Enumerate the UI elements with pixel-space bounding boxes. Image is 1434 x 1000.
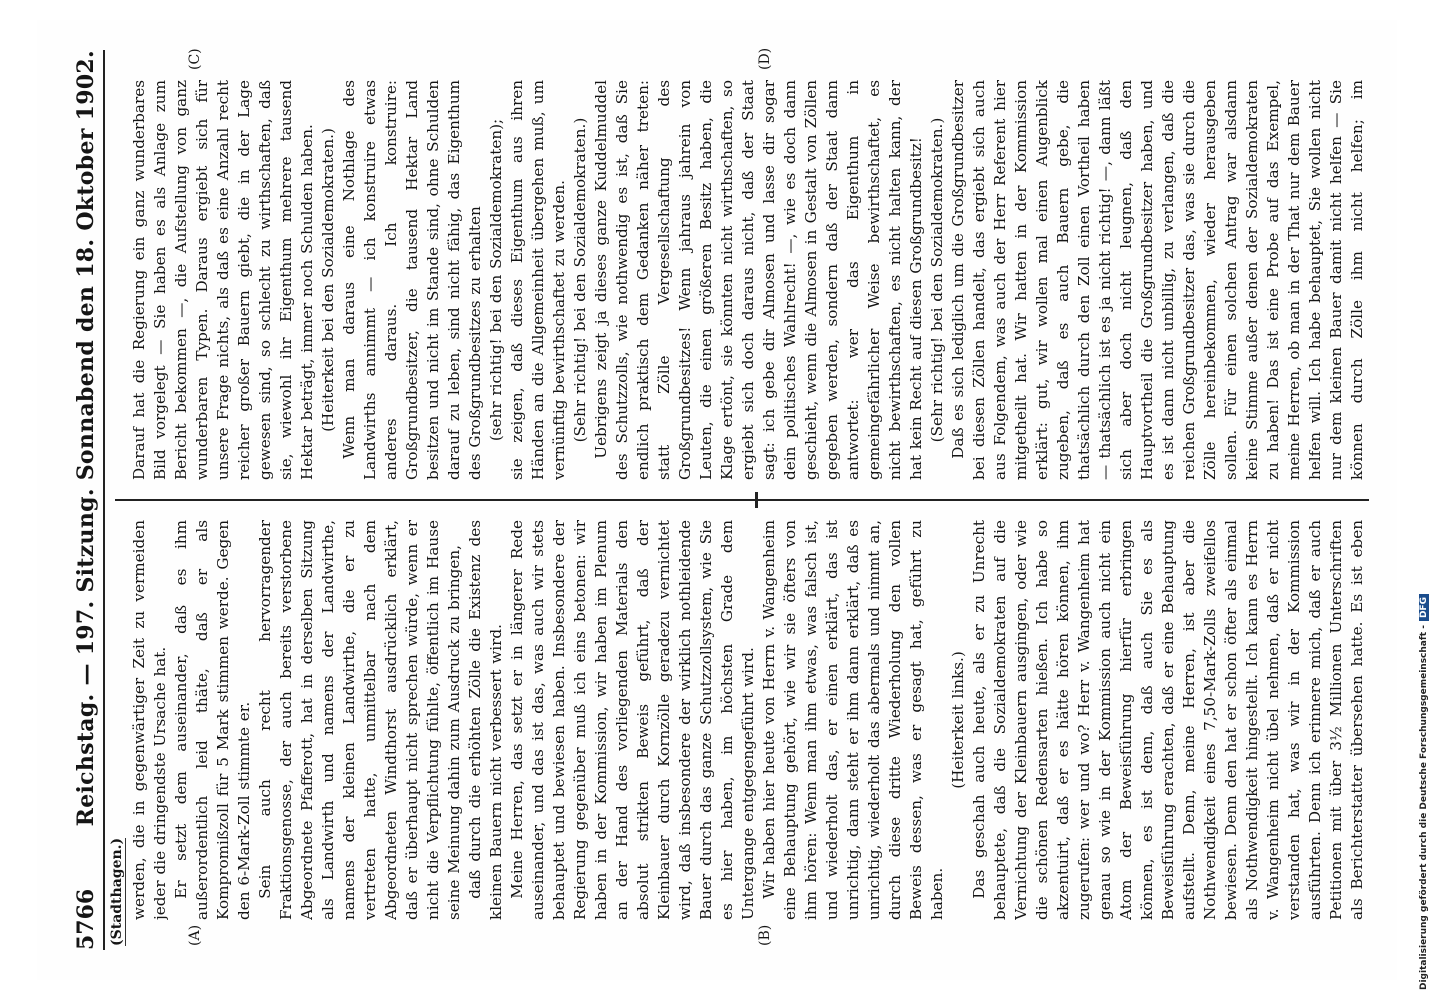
- paragraph: Das geschah auch heute, als er zu Unrecht behauptete, daß die Sozialdemokraten auf die Vernichtung der Kleinbauern ausgingen, oder wie die schönen Redensarten hießen. Ich habe so akzentuirt, daß er es hätte hören können, ihm zugerufen: wer und wo? Herr v. Wangenheim hat genau so wie in der Kommission auch nicht ein Atom der Beweisführung hierfür erbringen können, es ist denn, daß auch Sie es als Beweisführung erachten, daß er eine Behauptung aufstellt. Denn, meine Herren, ist aber die Nothwendigkeit eines 7,50-Mark-Zolls zweifellos bewiesen. Denn den hat er schon öfter als einmal als Nothwendigkeit hingestellt. Ich kann es Herrn v. Wangenheim nicht übel nehmen, daß er nicht verstanden hat, was wir in der Kommission ausführten. Denn ich erinnere mich, daß er auch Petitionen mit über 3½ Millionen Unterschriften als Berichterstatter übersehen hatte. Es ist eben: [970, 520, 1366, 920]
- interjection: (sehr richtig! bei den Sozialdemokraten);: [487, 118, 505, 442]
- paragraph: Daß es sich lediglich um die Großgrundbesitzer bei diesen Zöllen handelt, das ergiebt sich auch aus Folgendem, was auch der Herr Referent hier mitgetheilt hat. Wir hatten in der Kommission erklärt: gut, wir wollen mal einen Augenblick zugeben, daß es auch Bauern gebe, die thatsächlich durch den Zoll einen Vortheil haben — thatsächlich ist es ja nicht richtig! —, dann läßt sich aber doch nicht leugnen, daß den Hauptvortheil die Großgrundbesitzer haben, und es ist dann nicht unbillig, zu verlangen, daß die reichen Großgrundbesitzer das, was sie durch die Zölle hereinbekommen, wieder herausgeben sollen. Für einen solchen Antrag war alsdann keine Stimme außer denen der Sozialdemokraten zu haben! Das ist eine Probe auf das Exempel, meine Herren, ob man in der That nur dem Bauer helfen will. Ich habe behauptet, Sie wollen nicht nur dem kleinen Bauer damit nicht helfen — Sie können durch Zölle ihm nicht helfen; im: [949, 80, 1366, 480]
- margin-mark-c: (C): [187, 48, 203, 70]
- paragraph: Wir haben hier heute von Herrn v. Wangenheim eine Behauptung gehört, wie wir sie öfters von ihm hören: Wenn man ihm etwas, was falsch ist, und wiederholt das, er einen erklärt, das ist unrichtig, dann steht er ihm dann erklärt, daß es unrichtig, wiederholt das abermals und nimmt an, durch diese dritte Wiederholung den vollen Beweis dessen, was er gesagt hat, geführt zu haben.: [760, 520, 946, 920]
- column-divider: [115, 499, 1369, 501]
- paragraph: sie zeigen, daß dieses Eigenthum aus ihren Händen an die Allgemeinheit übergehen muß, um vernünftig bewirthschaftet zu werden.: [508, 80, 568, 480]
- paragraph: Wenn man daraus eine Nothlage des Landwirths annimmt — ich konstruire etwas anderes daraus. Ich konstruire: Großgrundbesitzer, die tausend Hektar Land besitzen und nicht im Stande sind, ohne Schulden darauf zu leben, sind nicht fähig, das Eigenthum des Großgrundbesitzes zu erhalten: [340, 80, 484, 480]
- paragraph: daß durch die erhöhten Zölle die Existenz des kleinen Bauern nicht verbessert wird.: [466, 520, 505, 920]
- interjection: (Sehr richtig! bei den Sozialdemokraten.): [571, 117, 589, 443]
- margin-mark-a: (A): [187, 924, 203, 946]
- paragraph: Er setzt dem auseinander, daß es ihm außerordentlich leid thäte, daß er als Kompromißzoll für 5 Mark stimmen werde. Gegen den 6-Mark-Zoll stimmte er.: [172, 520, 253, 920]
- margin-mark-b: (B): [757, 924, 773, 946]
- dfg-notice: [1419, 594, 1429, 990]
- document-page: [37, 20, 1397, 980]
- interjection: (Heiterkeit bei den Sozialdemokraten.): [319, 128, 337, 432]
- page-header: [65, 50, 99, 950]
- paragraph: Sein auch recht hervorragender Fraktionsgenosse, der auch bereits verstorbene Abgeordnete Pfafferott, hat in derselben Sitzung als Landwirth und namens der Landwirthe, namens der kleinen Landwirthe, die er zu vertreten hatte, unmittelbar nach dem Abgeordneten Windthorst ausdrücklich erklärt, daß er überhaupt nicht sprechen würde, wenn er nicht die Verpflichtung fühlte, öffentlich im Hause seine Meinung dahin zum Ausdruck zu bringen,: [256, 520, 463, 920]
- paragraph: Uebrigens zeigt ja dieses ganze Kuddelmuddel des Schutzzolls, wie nothwendig es ist, daß Sie endlich praktisch dem Gedanken näher treten: statt Zölle Vergesellschaftung des Großgrundbesitzes! Wenn jahraus jahrein von Leuten, die einen größeren Besitz haben, die Klage ertönt, sie könnten nicht wirthschaften, so ergiebt sich doch daraus nicht, daß der Staat sagt: ich gebe dir Almosen und lasse dir sogar dein politisches Wahlrecht! —, wie es doch dann geschieht, wenn die Almosen in Gestalt von Zöllen gegeben werden, sondern daß der Staat dann antwortet: wer das Eigenthum in gemeingefährlicher Weise bewirthschaftet, es nicht bewirthschaften, es nicht halten kann, der hat kein Recht auf diesen Großgrundbesitz!: [592, 80, 925, 480]
- paragraph: Meine Herren, das setzt er in längerer Rede auseinander, und das ist das, was auch wir stets behauptet und bewiesen haben. Insbesondere der Regierung gegenüber muß ich eins betonen: wir haben in der Kommission, wir haben im Plenum an der Hand des vorliegenden Materials den absolut strikten Beweis geführt, daß der Kleinbauer durch Kornzölle geradezu vernichtet wird, daß insbesondere der wirklich nothleidende Bauer durch das ganze Schutzzollsystem, wie Sie es hier haben, im höchsten Grade dem Untergange entgegengeführt wird.: [508, 520, 757, 920]
- right-column: [129, 80, 1369, 480]
- interjection: (Sehr richtig! bei den Sozialdemokraten.): [928, 117, 946, 443]
- column-divider-mark: [755, 492, 758, 508]
- running-head: Reichstag. — 197. Sitzung. Sonnabend den 18. Oktober 1902.: [73, 50, 99, 827]
- dfg-notice-text: Digitalisierung gefördert durch die Deutsche Forschungsgemeinschaft -: [1419, 625, 1429, 990]
- page-number: 5766: [73, 888, 99, 950]
- paragraph: Darauf hat die Regierung ein ganz wunderbares Bild vorgelegt — Sie haben es als Anlage zum Bericht bekommen —, die Aufstellung von ganz wunderbaren Typen. Daraus ergiebt sich für unsere Frage nichts, als daß es eine Anzahl recht reicher großer Bauern giebt, die in der Lage gewesen sind, so schlecht zu wirthschaften, daß sie, wiewohl ihr Eigenthum mehrere tausend Hektar beträgt, immer noch Schulden haben.: [130, 80, 316, 480]
- speaker-label: (Stadthagen.): [109, 837, 125, 946]
- left-column: [129, 520, 1369, 920]
- paragraph: werden, die in gegenwärtiger Zeit zu vermeiden jeder die dringendste Ursache hat.: [130, 520, 169, 920]
- header-rule: [103, 50, 105, 950]
- dfg-logo: DFG: [1419, 594, 1429, 621]
- margin-mark-d: (D): [757, 47, 773, 70]
- interjection: (Heiterkeit links.): [949, 651, 967, 789]
